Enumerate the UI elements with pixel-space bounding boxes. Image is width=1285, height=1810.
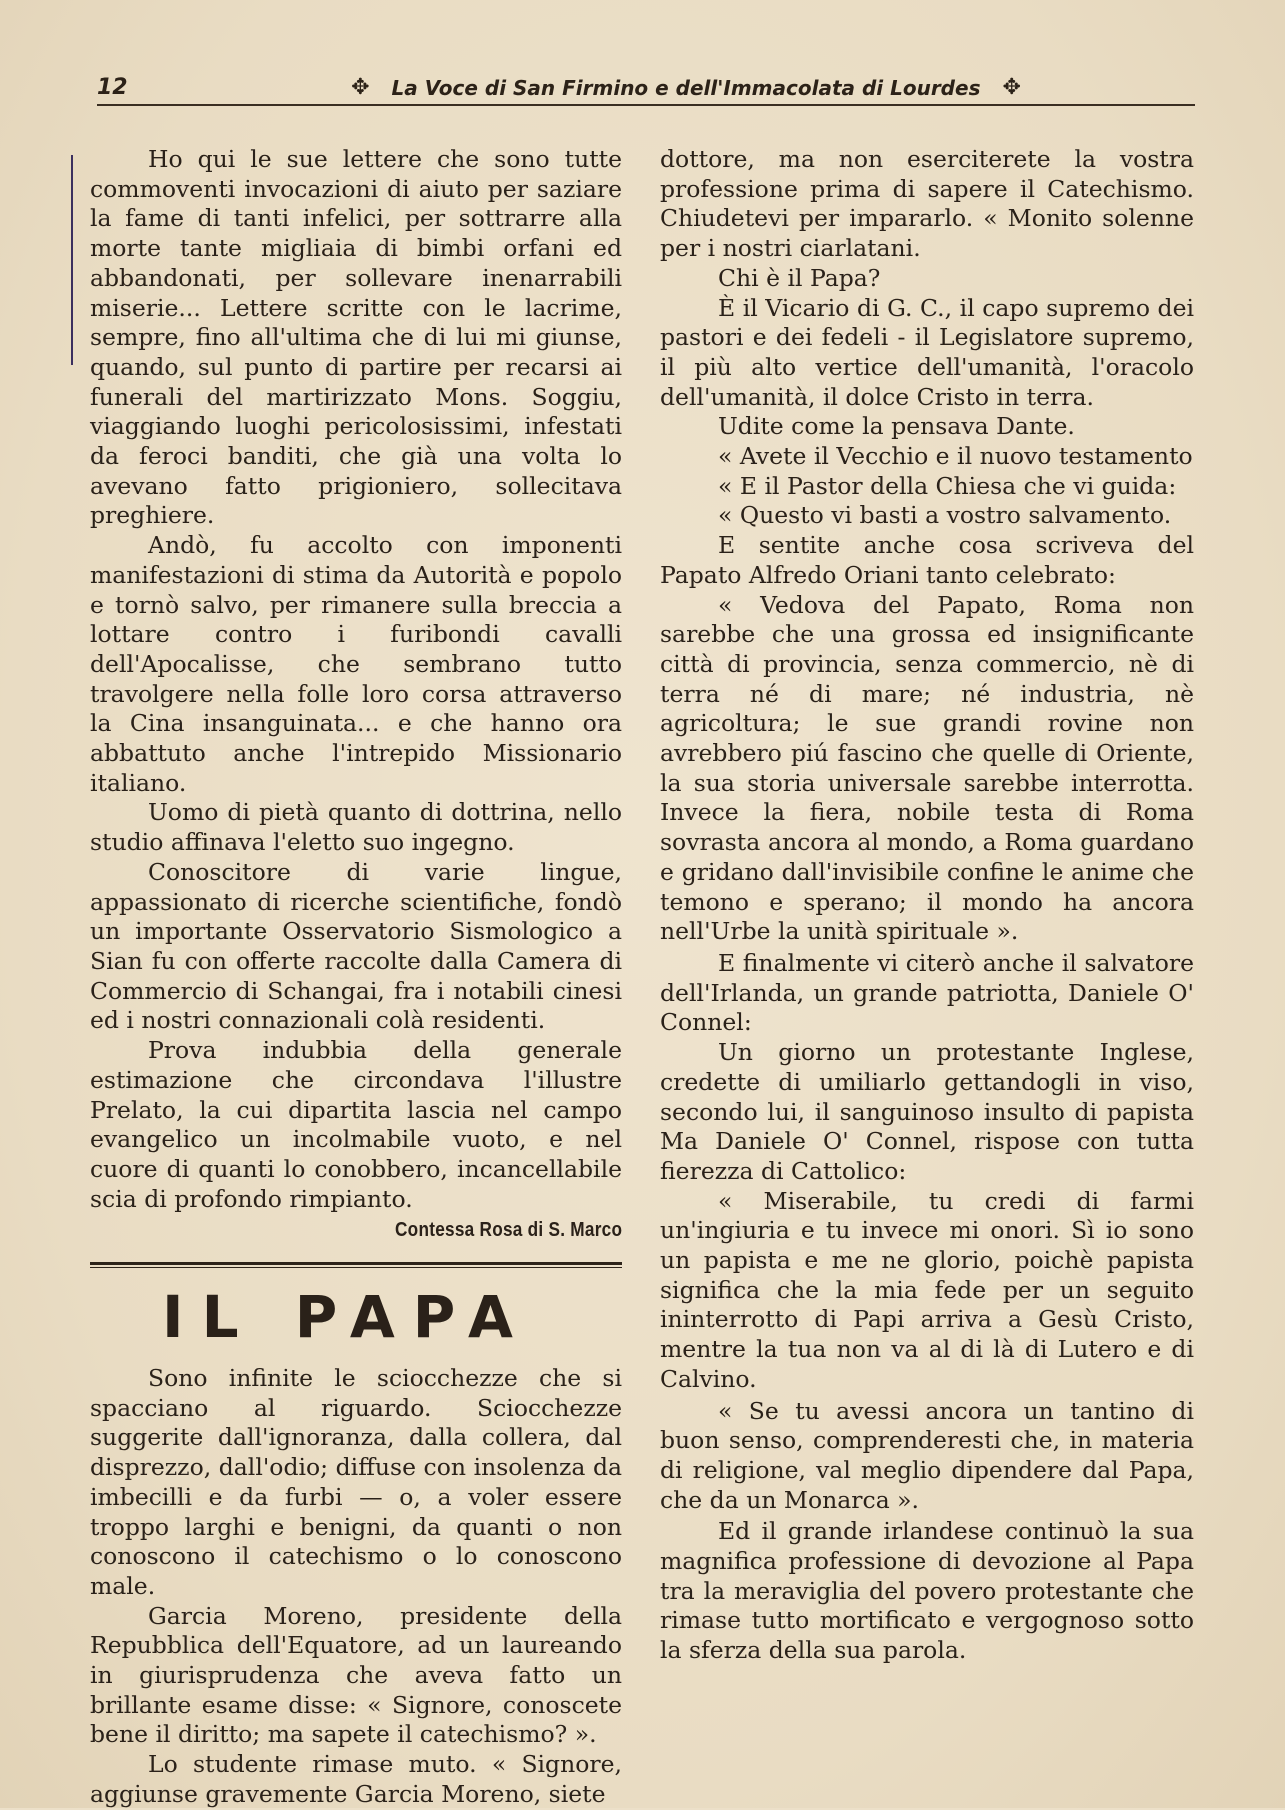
header-title-group <box>177 75 1195 100</box>
paragraph: E sentite anche cosa scriveva del Papato Alfredo Oriani tanto celebrato: <box>660 531 1194 589</box>
paragraph-continued: dottore, ma non eserciterete la vostra professione prima di sapere il Catechismo. Chiudetevi per impararlo. « Monito solenne per i nostri ciarlatani. <box>660 145 1194 263</box>
paragraph: E finalmente vi citerò anche il salvatore dell'Irlanda, un grande patriotta, Daniele O' Connel: <box>660 948 1194 1037</box>
publication-title: La Voce di San Firmino e dell'Immacolata di Lourdes <box>391 76 981 100</box>
article-title: IL PAPA <box>162 1283 531 1352</box>
paragraph: « Se tu avessi ancora un tantino di buon senso, comprenderesti che, in materia di religione, val meglio dipendere dal Papa, che da un Monarca ». <box>660 1396 1194 1514</box>
paragraph: È il Vicario di G. C., il capo supremo dei pastori e dei fedeli - il Legislatore supremo, il più alto vertice dell'umanità, l'oracolo dell'umanità, il dolce Cristo in terra. <box>660 293 1194 411</box>
paragraph: Lo studente rimase muto. « Signore, aggiunse gravemente Garcia Moreno, siete <box>90 1750 622 1808</box>
author-signature: Contessa Rosa di S. Marco <box>394 1219 622 1242</box>
paragraph: Udite come la pensava Dante. <box>718 412 1075 441</box>
paragraph: Un giorno un protestante Inglese, credette di umiliarlo gettandogli in viso, secondo lui, il sanguinoso insulto di papista Ma Daniele O' Connel, rispose con tutta fierezza di Cattolico: <box>660 1038 1194 1185</box>
paragraph: Chi è il Papa? <box>718 263 881 292</box>
signature-line <box>90 1214 622 1246</box>
verse-line: « E il Pastor della Chiesa che vi guida: <box>718 471 1177 500</box>
paragraph: Sono infinite le sciocchezze che si spacciano al riguardo. Sciocchezze suggerite dall'ignoranza, dalla collera, dal disprezzo, dall'odio; diffuse con insolenza da imbecilli e da furbi — o, a voler essere troppo larghi e benigni, da quanti o non conoscono il catechismo o lo conoscono male. <box>90 1364 622 1600</box>
margin-pen-mark <box>71 155 73 365</box>
right-column <box>660 145 1194 1666</box>
left-column <box>90 145 622 1810</box>
paragraph: Uomo di pietà quanto di dottrina, nello studio affinava l'eletto suo ingegno. <box>90 798 622 857</box>
header-rule <box>97 104 1195 106</box>
verse-line: « Questo vi basti a vostro salvamento. <box>718 501 1172 530</box>
paragraph: Garcia Moreno, presidente della Repubblica dell'Equatore, ad un laureando in giurisprudenza che aveva fatto un brillante esame disse: « Signore, conoscete bene il diritto; ma sapete il catechismo? ». <box>90 1601 622 1749</box>
paragraph: Conoscitore di varie lingue, appassionato di ricerche scientifiche, fondò un importante Osservatorio Sismologico a Sian fu con offerte raccolte dalla Camera di Commercio di Schangai, fra i notabili cinesi ed i nostri connazionali colà residenti. <box>90 857 622 1035</box>
section-divider <box>90 1262 622 1268</box>
paragraph: Ed il grande irlandese continuò la sua magnifica professione di devozione al Papa tra la meraviglia del povero protestante che rimase tutto mortificato e vergognoso sotto la sferza della sua parola. <box>660 1517 1194 1665</box>
paragraph: Prova indubbia della generale estimazione che circondava l'illustre Prelato, la cui dipartita lascia nel campo evangelico un incolmabile vuoto, e nel cuore di quanti lo conobbero, incancellabile scia di profondo rimpianto. <box>90 1036 622 1213</box>
paragraph: « Vedova del Papato, Roma non sarebbe che una grossa ed insignificante città di provincia, senza commercio, nè di terra né di mare; né industria, nè agricoltura; le sue grandi rovine non avrebbero piú fascino che quelle di Oriente, la sua storia universale sarebbe interrotta. Invece la fiera, nobile testa di Roma sovrasta ancora al mondo, a Roma guardano e gridano dall'invisibile confine le anime che temono e sperano; il mondo ha ancora nell'Urbe la unità spirituale ». <box>660 590 1194 946</box>
fleuron-left-icon: ✥ <box>351 75 370 100</box>
running-header <box>97 64 1195 100</box>
fleuron-right-icon: ✥ <box>1002 75 1021 100</box>
paragraph: Andò, fu accolto con imponenti manifestazioni di stima da Autorità e popolo e tornò salvo, per rimanere sulla breccia a lottare contro i furibondi cavalli dell'Apocalisse, che sembrano tutto travolgere nella folle loro corsa attraverso la Cina insanguinata... e che hanno ora abbattuto anche l'intrepido Missionario italiano. <box>90 531 622 797</box>
paragraph: « Miserabile, tu credi di farmi un'ingiuria e tu invece mi onori. Sì io sono un papista e me ne glorio, poichè papista significa che la mia fede per un seguito ininterrotto di Papi arriva a Gesù Cristo, mentre la tua non va al di là di Lutero e di Calvino. <box>660 1186 1194 1393</box>
verse-line: « Avete il Vecchio e il nuovo testamento <box>718 442 1193 471</box>
paragraph: Ho qui le sue lettere che sono tutte commoventi invocazioni di aiuto per saziare la fame di tanti infelici, per sottrarre alla morte tante migliaia di bimbi orfani ed abbandonati, per sollevare inenarrabili miserie... Lettere scritte con le lacrime, sempre, fino all'ultima che di lui mi giunse, quando, sul punto di partire per recarsi ai funerali del martirizzato Mons. Soggiu, viaggiando luoghi pericolosissimi, infestati da feroci banditi, che già una volta lo avevano fatto prigioniero, sollecitava preghiere. <box>90 145 622 530</box>
page-number: 12 <box>97 75 128 100</box>
